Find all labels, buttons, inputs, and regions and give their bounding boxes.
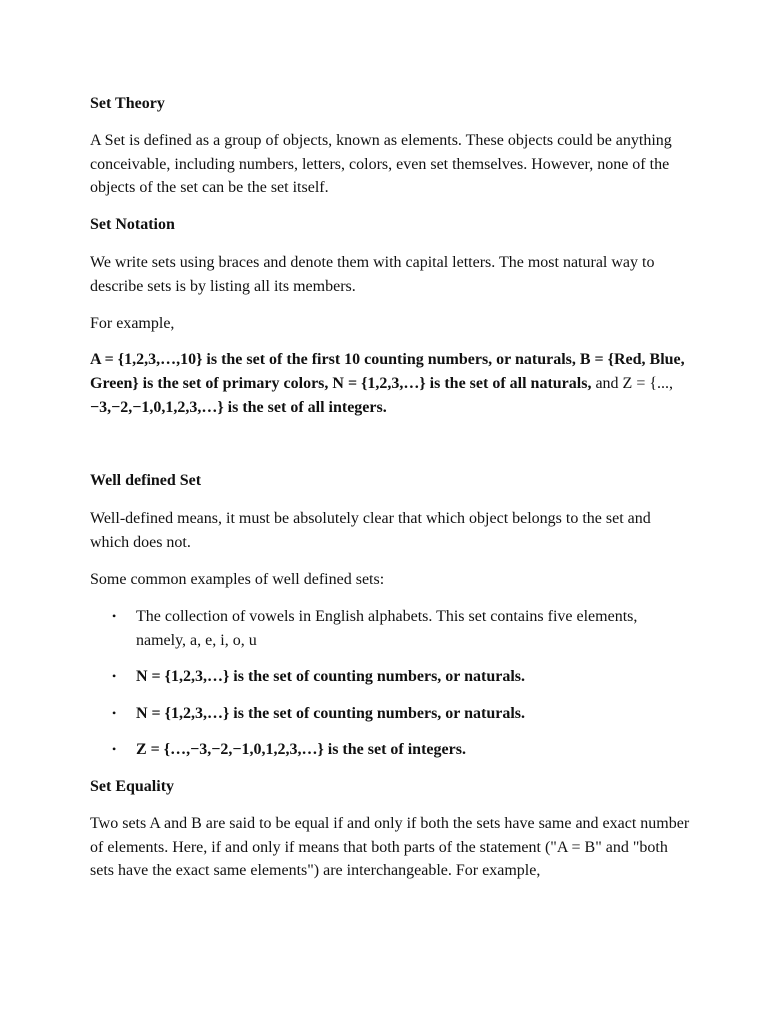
heading-set-notation: Set Notation bbox=[90, 216, 175, 233]
well-defined-paragraph: Well-defined means, it must be absolutely clear that which object belongs to the set and which does not. bbox=[90, 510, 651, 551]
bullet-icon: • bbox=[112, 609, 117, 623]
set-equality-paragraph: Two sets A and B are said to be equal if and only if both the sets have same and exact number of elements. Here, if and only if means that both parts of the statement ("A = B" and "both sets have the exact same elements") are interchangeable. For example, bbox=[90, 815, 690, 879]
section-set-notation bbox=[90, 213, 690, 237]
bullet-icon: • bbox=[112, 705, 117, 720]
set-notation-paragraph-block bbox=[90, 251, 690, 298]
set-theory-paragraph-block bbox=[90, 129, 690, 200]
section-set-theory bbox=[90, 92, 690, 116]
for-example-block bbox=[90, 312, 690, 336]
bullet-icon: • bbox=[112, 669, 117, 683]
example-z-rest: −3,−2,−1,0,1,2,3,…} is the set of all integers. bbox=[90, 399, 387, 416]
heading-set-equality: Set Equality bbox=[90, 778, 175, 795]
list-item-text: N = {1,2,3,…} is the set of counting numbers, or naturals. bbox=[136, 668, 525, 685]
common-examples-text: Some common examples of well defined sets: bbox=[90, 571, 385, 588]
set-examples-block bbox=[90, 348, 690, 420]
set-equality-paragraph-block bbox=[90, 812, 690, 883]
list-item-text: N = {1,2,3,…} is the set of counting numbers, or naturals. bbox=[136, 704, 525, 722]
well-defined-list bbox=[90, 605, 690, 762]
set-examples-text bbox=[90, 348, 690, 420]
bullet-icon: • bbox=[112, 742, 117, 756]
list-item-text: The collection of vowels in English alphabets. This set contains five elements, namely, a, e, i, o, u bbox=[136, 608, 638, 649]
heading-set-theory: Set Theory bbox=[90, 95, 165, 112]
example-a-b-n: A = {1,2,3,…,10} is the set of the first 10 counting numbers, or naturals, B = {Red, Blue, Green} is the set of primary colors, N = {1,2,3,…} is the set of all naturals, bbox=[90, 351, 685, 392]
list-item-text: Z = {…,−3,−2,−1,0,1,2,3,…} is the set of integers. bbox=[136, 741, 466, 758]
heading-well-defined: Well defined Set bbox=[90, 472, 202, 489]
set-notation-paragraph: We write sets using braces and denote them with capital letters. The most natural way to describe sets is by listing all its members. bbox=[90, 254, 655, 295]
list-item bbox=[90, 665, 690, 689]
list-item bbox=[90, 702, 690, 726]
well-defined-list-block bbox=[90, 605, 690, 762]
example-z-prefix: and Z = {..., bbox=[595, 375, 674, 392]
list-item bbox=[90, 605, 690, 652]
common-examples-block bbox=[90, 568, 690, 592]
set-theory-paragraph: A Set is defined as a group of objects, known as elements. These objects could be anything conceivable, including numbers, letters, colors, even set themselves. However, none of the objects of the set can be the set itself. bbox=[90, 132, 672, 196]
for-example-text: For example, bbox=[90, 315, 175, 332]
well-defined-paragraph-block bbox=[90, 507, 690, 554]
list-item bbox=[90, 738, 690, 762]
section-well-defined bbox=[90, 469, 690, 493]
section-set-equality bbox=[90, 775, 690, 799]
